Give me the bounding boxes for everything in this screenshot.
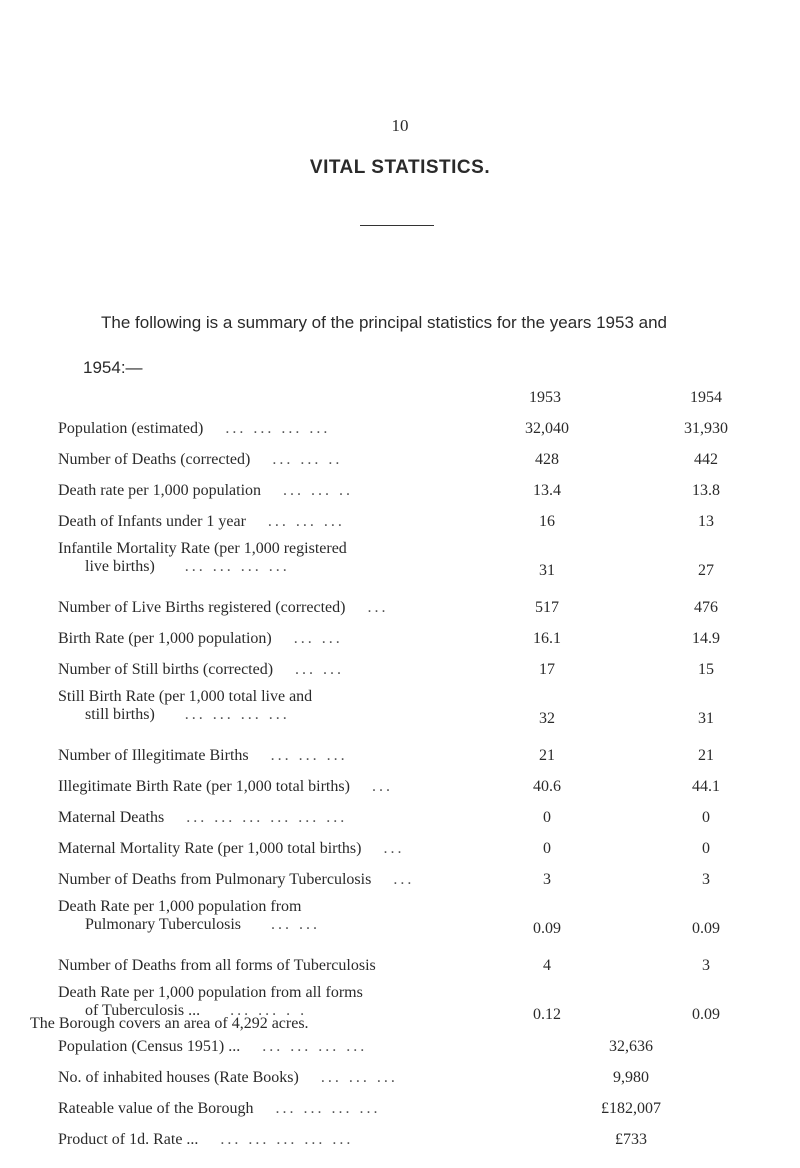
row-label-sub-text: of Tuberculosis ... xyxy=(85,1002,201,1019)
value-1953: 32,040 xyxy=(525,420,569,437)
value-1953: 0.12 xyxy=(533,1006,561,1023)
value-1954: 0.09 xyxy=(692,1006,720,1023)
value-1954: 0 xyxy=(702,809,710,826)
row-label xyxy=(58,778,393,796)
dot-leader: ... xyxy=(393,871,415,888)
borough-row-label-text: No. of inhabited houses (Rate Books) xyxy=(58,1069,299,1086)
dot-leader: ... ... ... ... xyxy=(184,558,290,575)
value-1954: 3 xyxy=(702,957,710,974)
borough-value: 32,636 xyxy=(609,1038,653,1055)
value-1954: 31,930 xyxy=(684,420,728,437)
row-label-text: Maternal Mortality Rate (per 1,000 total births) xyxy=(58,840,362,857)
value-1954: 476 xyxy=(694,599,718,616)
row-label-continuation xyxy=(58,558,347,576)
row-label xyxy=(58,420,330,438)
borough-row-label-text: Population (Census 1951) ... xyxy=(58,1038,241,1055)
row-label xyxy=(58,540,347,576)
borough-value: £182,007 xyxy=(601,1100,661,1117)
dot-leader: ... ... ... xyxy=(320,1069,398,1086)
dot-leader: ... xyxy=(383,840,405,857)
value-1953: 31 xyxy=(539,562,555,579)
row-label xyxy=(58,688,312,724)
row-label-continuation xyxy=(58,916,320,934)
column-header-1954: 1954 xyxy=(690,389,722,406)
value-1953: 4 xyxy=(543,957,551,974)
dot-leader: ... ... ... ... ... xyxy=(220,1131,354,1148)
value-1953: 16.1 xyxy=(533,630,561,647)
value-1953: 3 xyxy=(543,871,551,888)
dot-leader: ... ... xyxy=(295,661,345,678)
row-label-sub-text: Pulmonary Tuberculosis xyxy=(85,916,242,933)
value-1953: 40.6 xyxy=(533,778,561,795)
dot-leader: ... ... .. xyxy=(283,482,354,499)
value-1954: 442 xyxy=(694,451,718,468)
value-1954: 31 xyxy=(698,710,714,727)
row-label xyxy=(58,957,376,975)
row-label xyxy=(58,898,320,934)
value-1953: 0 xyxy=(543,809,551,826)
row-label xyxy=(58,747,348,765)
row-label-text: Number of Deaths from Pulmonary Tuberculosis xyxy=(58,871,372,888)
value-1954: 44.1 xyxy=(692,778,720,795)
intro-line-2: 1954:— xyxy=(83,358,143,377)
row-label xyxy=(58,661,344,679)
value-1953: 0 xyxy=(543,840,551,857)
dot-leader: ... ... . . xyxy=(230,1002,308,1019)
row-label xyxy=(58,451,342,469)
row-label xyxy=(58,630,343,648)
dot-leader: ... ... ... ... xyxy=(184,706,290,723)
value-1954: 27 xyxy=(698,562,714,579)
row-label-text: Number of Still births (corrected) xyxy=(58,661,274,678)
row-label xyxy=(58,599,388,617)
dot-leader: ... ... ... ... ... ... xyxy=(186,809,348,826)
borough-area-text: The Borough covers an area of 4,292 acres. xyxy=(30,1015,309,1032)
value-1953: 0.09 xyxy=(533,920,561,937)
row-label-text: Number of Live Births registered (corrected) xyxy=(58,599,346,616)
value-1954: 13 xyxy=(698,513,714,530)
borough-row-label-text: Rateable value of the Borough xyxy=(58,1100,254,1117)
value-1953: 517 xyxy=(535,599,559,616)
intro-paragraph xyxy=(83,300,750,390)
row-label xyxy=(58,840,404,858)
row-label-text: Maternal Deaths xyxy=(58,809,165,826)
value-1953: 21 xyxy=(539,747,555,764)
borough-row-label xyxy=(58,1038,367,1056)
row-label xyxy=(58,513,345,531)
borough-row-label xyxy=(58,1100,381,1118)
row-label xyxy=(58,482,353,500)
value-1953: 428 xyxy=(535,451,559,468)
dot-leader: ... ... xyxy=(293,630,343,647)
dot-leader: ... ... ... xyxy=(267,513,345,530)
borough-row-label xyxy=(58,1069,398,1087)
dot-leader: ... ... ... xyxy=(270,747,348,764)
row-label-text: Infantile Mortality Rate (per 1,000 registered xyxy=(58,540,347,557)
value-1954: 21 xyxy=(698,747,714,764)
page-number: 10 xyxy=(391,116,409,135)
row-label xyxy=(58,809,347,827)
row-label xyxy=(58,871,414,889)
row-label-sub-text: still births) xyxy=(85,706,155,723)
value-1953: 32 xyxy=(539,710,555,727)
borough-value: 9,980 xyxy=(613,1069,649,1086)
row-label-sub-text: live births) xyxy=(85,558,155,575)
row-label-text: Population (estimated) xyxy=(58,420,204,437)
borough-row-label xyxy=(58,1131,353,1149)
intro-line-1: The following is a summary of the principal statistics for the years 1953 and xyxy=(101,313,667,332)
row-label-text: Death rate per 1,000 population xyxy=(58,482,262,499)
value-1954: 0 xyxy=(702,840,710,857)
value-1954: 14.9 xyxy=(692,630,720,647)
column-header-1953: 1953 xyxy=(529,389,561,406)
value-1954: 15 xyxy=(698,661,714,678)
value-1953: 16 xyxy=(539,513,555,530)
value-1954: 3 xyxy=(702,871,710,888)
row-label-text: Death Rate per 1,000 population from all forms xyxy=(58,984,363,1001)
divider xyxy=(360,225,434,226)
borough-value: £733 xyxy=(615,1131,647,1148)
value-1954: 13.8 xyxy=(692,482,720,499)
dot-leader: ... xyxy=(367,599,389,616)
row-label-text: Still Birth Rate (per 1,000 total live and xyxy=(58,688,313,705)
row-label-text: Number of Deaths from all forms of Tuberculosis xyxy=(58,957,376,974)
dot-leader: ... xyxy=(371,778,393,795)
row-label-text: Death of Infants under 1 year xyxy=(58,513,246,530)
value-1953: 17 xyxy=(539,661,555,678)
page-title: VITAL STATISTICS. xyxy=(309,157,491,178)
borough-row-label-text: Product of 1d. Rate ... xyxy=(58,1131,199,1148)
row-label-text: Illegitimate Birth Rate (per 1,000 total births) xyxy=(58,778,350,795)
value-1953: 13.4 xyxy=(533,482,561,499)
row-label-text: Number of Illegitimate Births xyxy=(58,747,249,764)
dot-leader: ... ... ... ... xyxy=(262,1038,368,1055)
row-label-continuation xyxy=(58,706,312,724)
dot-leader: ... ... .. xyxy=(272,451,343,468)
dot-leader: ... ... xyxy=(271,916,321,933)
dot-leader: ... ... ... ... xyxy=(225,420,331,437)
row-label-text: Number of Deaths (corrected) xyxy=(58,451,251,468)
dot-leader: ... ... ... ... xyxy=(275,1100,381,1117)
row-label-text: Birth Rate (per 1,000 population) xyxy=(58,630,272,647)
value-1954: 0.09 xyxy=(692,920,720,937)
row-label-text: Death Rate per 1,000 population from xyxy=(58,898,302,915)
